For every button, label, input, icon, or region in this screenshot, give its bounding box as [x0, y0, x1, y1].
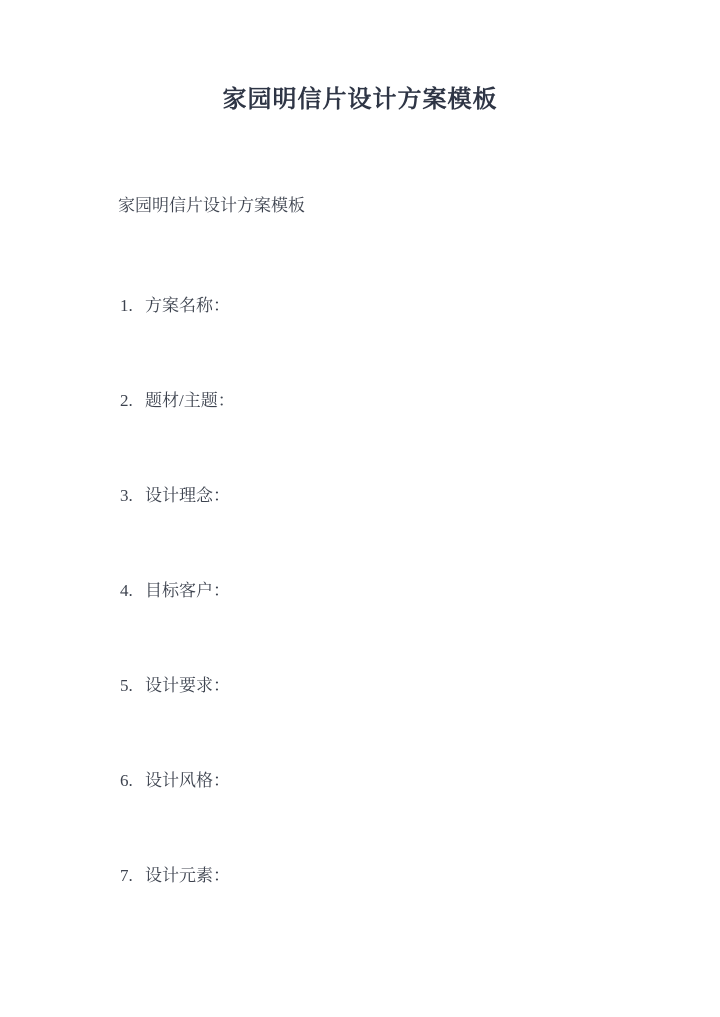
list-item — [120, 296, 720, 316]
list-item-label: 方案名称： — [145, 296, 230, 315]
list-item — [120, 581, 720, 601]
list-item-number: 2. — [120, 391, 133, 410]
list-item-number: 4. — [120, 581, 133, 600]
document-subtitle: 家园明信片设计方案模板 — [118, 196, 305, 215]
list-item-label: 设计风格： — [145, 771, 230, 790]
list-item-number: 1. — [120, 296, 133, 315]
list-item — [120, 771, 720, 791]
list-item-number: 6. — [120, 771, 133, 790]
list-item — [120, 486, 720, 506]
field-list — [0, 296, 720, 886]
list-item-number: 3. — [120, 486, 133, 505]
list-item-label: 设计理念： — [145, 486, 230, 505]
list-item-label: 设计要求： — [145, 676, 230, 695]
list-item — [120, 866, 720, 886]
list-item-label: 题材/主题： — [145, 391, 235, 410]
list-item-number: 7. — [120, 866, 133, 885]
list-item-label: 目标客户： — [145, 581, 230, 600]
list-item — [120, 391, 720, 411]
list-item — [120, 676, 720, 696]
list-item-label: 设计元素： — [145, 866, 230, 885]
document-title: 家园明信片设计方案模板 — [222, 87, 498, 113]
list-item-number: 5. — [120, 676, 133, 695]
